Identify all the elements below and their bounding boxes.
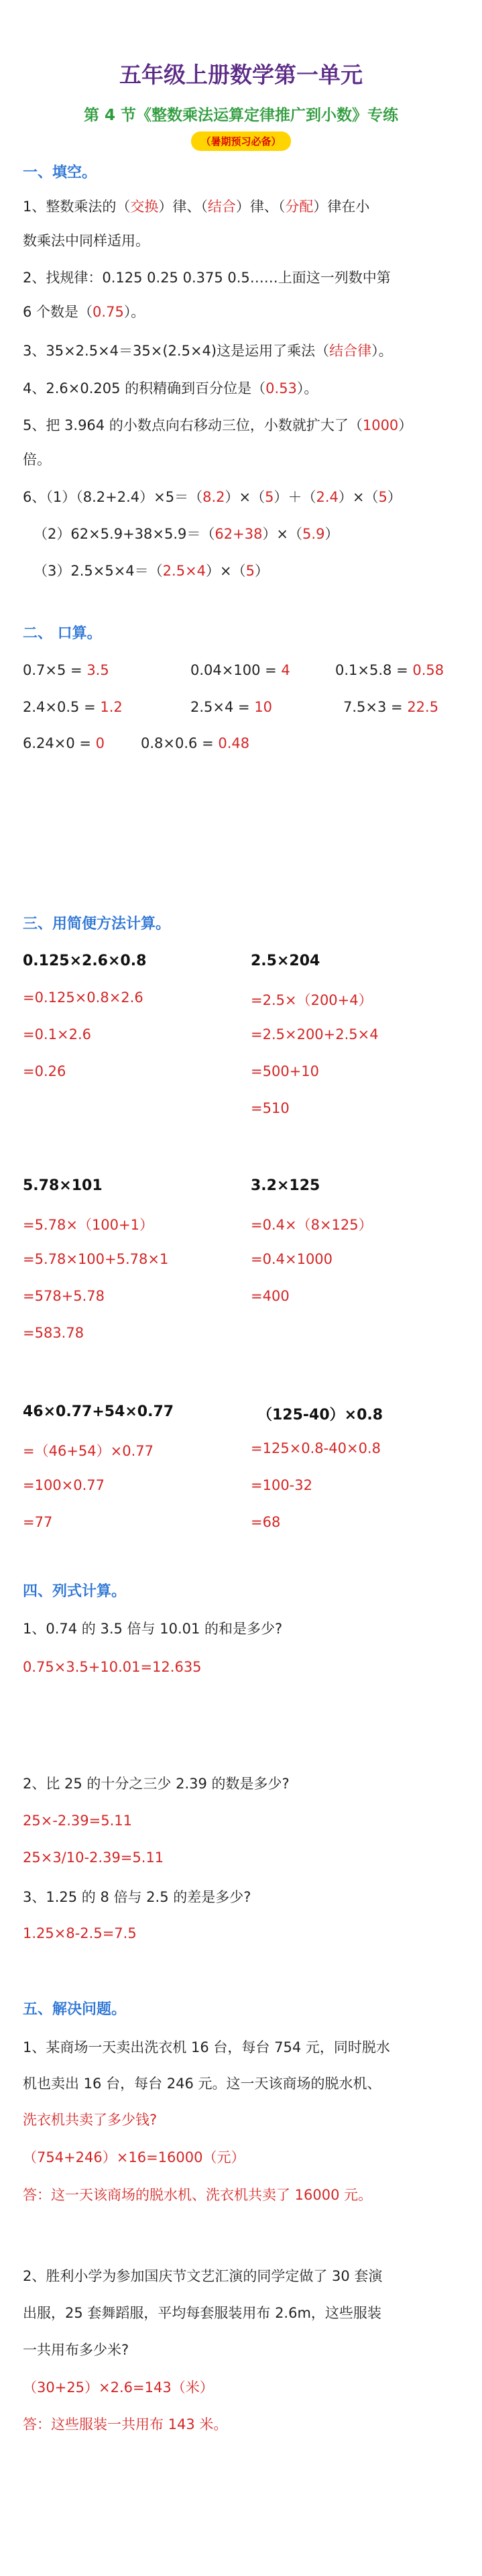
calc-problem: 46×0.77+54×0.77 — [23, 1403, 174, 1420]
text: ） — [255, 563, 269, 579]
problem-answer: 答：这些服装一共用布 143 米。 — [23, 2416, 228, 2432]
text: ）。 — [371, 343, 393, 359]
text: ） — [398, 417, 413, 433]
text: ）。 — [123, 304, 145, 320]
problem-answer: 答：这一天该商场的脱水机、洗衣机共卖了 16000 元。 — [23, 2187, 373, 2203]
fill-q5-line1 — [23, 415, 412, 435]
calc-step: =5.78×（100+1） — [23, 1217, 154, 1233]
oral-item — [23, 735, 105, 751]
oral-question: 0.7×5 = — [23, 662, 87, 678]
problem-text: 机也卖出 16 台，每台 246 元。这一天该商场的脱水机、 — [23, 2076, 381, 2092]
text: ） — [324, 526, 339, 542]
fill-q1-line1 — [23, 196, 369, 216]
oral-answer: 0.58 — [412, 662, 444, 678]
answer: 2.5×4 — [162, 563, 206, 579]
fill-q4 — [23, 378, 318, 398]
calc-step: =578+5.78 — [23, 1288, 105, 1304]
oral-item — [23, 662, 109, 678]
answer: 5 — [245, 563, 255, 579]
text: ） — [387, 489, 402, 505]
oral-question: 6.24×0 = — [23, 735, 96, 751]
calc-step: =5.78×100+5.78×1 — [23, 1251, 169, 1267]
oral-answer: 3.5 — [86, 662, 109, 678]
oral-question: 0.8×0.6 = — [141, 735, 219, 751]
answer: 62+38 — [215, 526, 263, 542]
text: 3、35×2.5×4＝35×(2.5×4)这是运用了乘法（ — [23, 343, 330, 359]
text: 1、整数乘法的（ — [23, 199, 131, 215]
oral-item — [190, 699, 272, 715]
fill-q6-1 — [23, 486, 402, 506]
problem-text: 2、胜利小学为参加国庆节文艺汇演的同学定做了 30 套演 — [23, 2268, 383, 2284]
oral-answer: 10 — [254, 699, 273, 715]
section-2-heading: 二、 口算。 — [23, 625, 102, 642]
text: （2）62×5.9+38×5.9＝（ — [34, 526, 215, 542]
answer: 结合律 — [329, 343, 372, 359]
oral-question: 2.5×4 = — [190, 699, 255, 715]
text: ）律、（ — [235, 199, 286, 215]
page-title: 五年级上册数学第一单元 — [119, 62, 363, 88]
text: 4、2.6×0.205 的积精确到百分位是（ — [23, 380, 266, 396]
fill-q2-line2 — [23, 301, 145, 321]
text: ）×（ — [338, 489, 379, 505]
calc-step: =2.5×（200+4） — [251, 992, 373, 1008]
badge-row — [0, 131, 482, 151]
preview-badge: （暑期预习必备） — [191, 131, 290, 151]
calc-step: =0.4×1000 — [251, 1251, 333, 1267]
oral-item — [23, 699, 123, 715]
calc-step: =0.125×0.8×2.6 — [23, 989, 143, 1006]
fill-q1-line2: 数乘法中同样适用。 — [23, 233, 149, 249]
problem-text: 洗衣机共卖了多少钱? — [23, 2112, 158, 2128]
oral-question: 0.04×100 = — [190, 662, 282, 678]
fill-q6-2 — [34, 523, 339, 543]
section-1-heading: 一、填空。 — [23, 164, 97, 181]
calc-step: =500+10 — [251, 1063, 319, 1079]
text: ）律、（ — [158, 199, 208, 215]
answer: 5 — [378, 489, 387, 505]
oral-answer: 1.2 — [100, 699, 123, 715]
fill-q6-3 — [34, 560, 269, 580]
calc-step: =0.1×2.6 — [23, 1026, 91, 1042]
calc-problem: 2.5×204 — [251, 953, 320, 969]
answer: 0.53 — [265, 380, 297, 396]
text: 6 个数是（ — [23, 304, 93, 320]
answer: 5 — [265, 489, 274, 505]
problem-text: 一共用布多少米? — [23, 2342, 129, 2358]
problem-text: 1、某商场一天卖出洗衣机 16 台，每台 754 元，同时脱水 — [23, 2039, 390, 2055]
text: （3）2.5×5×4＝（ — [34, 563, 163, 579]
fill-q3 — [23, 340, 393, 360]
answer: 2.4 — [316, 489, 339, 505]
oral-answer: 22.5 — [407, 699, 439, 715]
text: ）。 — [296, 380, 318, 396]
section-4-heading: 四、列式计算。 — [23, 1583, 127, 1600]
calc-step: =0.26 — [23, 1063, 66, 1079]
calc-step: =（46+54）×0.77 — [23, 1443, 154, 1459]
calc-step: =125×0.8-40×0.8 — [251, 1440, 381, 1456]
problem-solution: （30+25）×2.6=143（米） — [23, 2379, 214, 2396]
calc-problem: 0.125×2.6×0.8 — [23, 953, 147, 969]
text: ）＋（ — [274, 489, 316, 505]
word-answer: 25×-2.39=5.11 — [23, 1813, 133, 1829]
text: 5、把 3.964 的小数点向右移动三位，小数就扩大了（ — [23, 417, 363, 433]
fill-q2-line1: 2、找规律：0.125 0.25 0.375 0.5……上面这一列数中第 — [23, 270, 391, 286]
word-answer: 1.25×8-2.5=7.5 — [23, 1925, 137, 1941]
text: ）×（ — [262, 526, 303, 542]
word-question: 3、1.25 的 8 倍与 2.5 的差是多少? — [23, 1889, 251, 1905]
calc-step: =0.4×（8×125） — [251, 1217, 373, 1233]
oral-item — [190, 662, 290, 678]
answer: 8.2 — [202, 489, 225, 505]
calc-step: =583.78 — [23, 1325, 84, 1341]
calc-step: =68 — [251, 1514, 281, 1530]
word-question: 1、0.74 的 3.5 倍与 10.01 的和是多少? — [23, 1621, 283, 1637]
text: 6、（1）（8.2+2.4）×5＝（ — [23, 489, 203, 505]
section-5-heading: 五、解决问题。 — [23, 2001, 127, 2018]
fill-q5-line2: 倍。 — [23, 451, 51, 468]
oral-question: 7.5×3 = — [343, 699, 408, 715]
answer: 结合 — [207, 199, 236, 215]
answer: 5.9 — [302, 526, 325, 542]
page-subtitle: 第 4 节《整数乘法运算定律推广到小数》专练 — [83, 107, 399, 124]
calc-step: =100×0.77 — [23, 1477, 105, 1493]
calc-step: =100-32 — [251, 1477, 312, 1493]
calc-step: =77 — [23, 1514, 53, 1530]
answer: 0.75 — [93, 304, 124, 320]
oral-answer: 4 — [281, 662, 290, 678]
oral-item — [343, 699, 438, 715]
calc-problem: （125-40）×0.8 — [257, 1407, 383, 1424]
word-answer: 25×3/10-2.39=5.11 — [23, 1849, 164, 1866]
section-3-heading: 三、用简便方法计算。 — [23, 916, 171, 932]
calc-step: =510 — [251, 1100, 290, 1116]
text: ）×（ — [206, 563, 246, 579]
oral-question: 2.4×0.5 = — [23, 699, 101, 715]
oral-item — [141, 735, 249, 751]
answer: 分配 — [285, 199, 314, 215]
answer: 1000 — [362, 417, 399, 433]
text: ）×（ — [225, 489, 265, 505]
calc-problem: 5.78×101 — [23, 1177, 103, 1194]
oral-item — [335, 662, 444, 678]
text: ）律在小 — [313, 199, 370, 215]
word-answer: 0.75×3.5+10.01=12.635 — [23, 1659, 202, 1675]
oral-answer: 0.48 — [218, 735, 250, 751]
word-question: 2、比 25 的十分之三少 2.39 的数是多少? — [23, 1776, 290, 1792]
problem-text: 出服，25 套舞蹈服，平均每套服装用布 2.6m，这些服装 — [23, 2305, 381, 2321]
answer: 交换 — [130, 199, 159, 215]
problem-solution: （754+246）×16=16000（元） — [23, 2149, 245, 2165]
oral-question: 0.1×5.8 = — [335, 662, 413, 678]
calc-problem: 3.2×125 — [251, 1177, 320, 1194]
oral-answer: 0 — [95, 735, 105, 751]
calc-step: =2.5×200+2.5×4 — [251, 1026, 379, 1042]
calc-step: =400 — [251, 1288, 290, 1304]
